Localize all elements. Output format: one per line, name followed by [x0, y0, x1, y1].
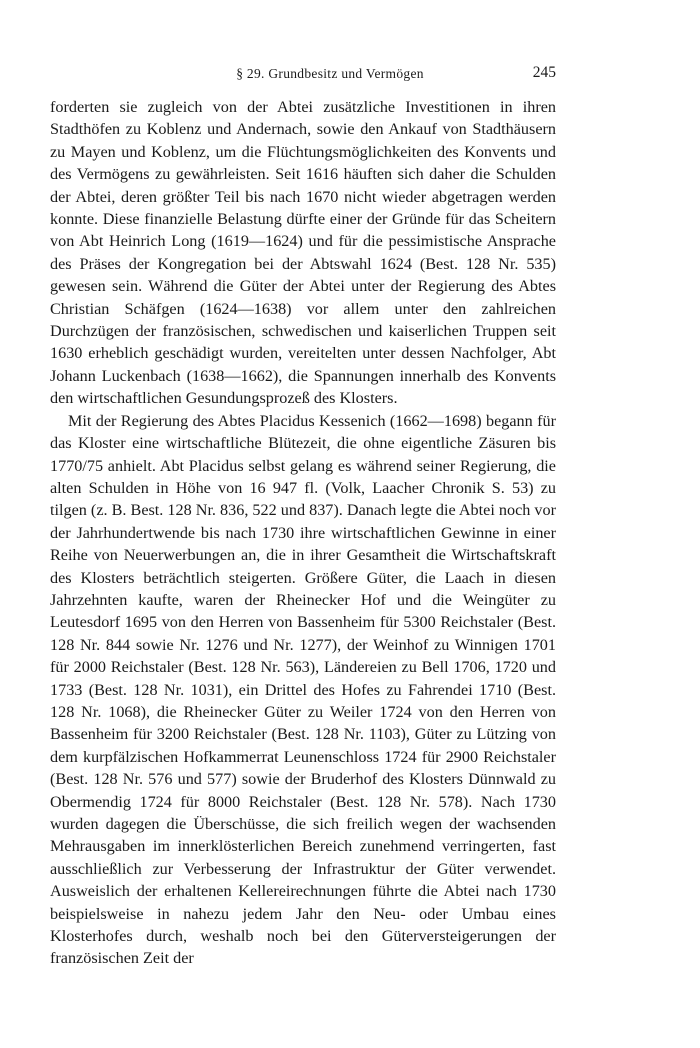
paragraph: forderten sie zugleich von der Abtei zusätzliche Investitionen in ihren Stadthöfen zu Koblenz und Andernach, sowie den Ankauf von Stadthäusern zu Mayen und Koblenz, um die Flüchtungsmöglichkeiten des Konvents und des Vermögens zu gewährleisten. Seit 1616 häuften sich daher die Schulden der Abtei, deren größter Teil bis nach 1670 nicht wieder abgetragen werden konnte. Diese finanzielle Belastung dürfte einer der Gründe für das Scheitern von Abt Heinrich Long (1619—1624) und für die pessimistische Ansprache des Präses der Kongregation bei der Abtswahl 1624 (Best. 128 Nr. 535) gewesen sein. Während die Güter der Abtei unter der Regierung des Abtes Christian Schäfgen (1624—1638) vor allem unter den zahlreichen Durchzügen der französischen, schwedischen und kaiserlichen Truppen seit 1630 erheblich geschädigt wurden, vereitelten unter dessen Nachfolger, Abt Johann Luckenbach (1638—1662), die Spannungen innerhalb des Konvents den wirtschaftlichen Gesundungsprozeß des Klosters. — [50, 98, 556, 408]
running-head: § 29. Grundbesitz und Vermögen — [236, 66, 424, 81]
page-number: 245 — [532, 64, 556, 81]
page-header — [104, 64, 556, 86]
paragraph: Mit der Regierung des Abtes Placidus Kessenich (1662—1698) begann für das Kloster eine wirtschaftliche Blütezeit, die ohne eigentliche Zäsuren bis 1770/75 anhielt. Abt Placidus selbst gelang es während seiner Regierung, die alten Schulden in Höhe von 16 947 fl. (Volk, Laacher Chronik S. 53) zu tilgen (z. B. Best. 128 Nr. 836, 522 und 837). Danach legte die Abtei noch vor der Jahrhundertwende bis nach 1730 ihre wirtschaftlichen Gewinne in einer Reihe von Neuerwerbungen an, die in ihrer Gesamtheit die Wirtschaftskraft des Klosters beträchtlich steigerten. Größere Güter, die Laach in diesen Jahrzehnten kaufte, waren der Rheinecker Hof und die Weingüter zu Leutesdorf 1695 von den Herren von Bassenheim für 5300 Reichstaler (Best. 128 Nr. 844 sowie Nr. 1276 und Nr. 1277), der Weinhof zu Winnigen 1701 für 2000 Reichstaler (Best. 128 Nr. 563), Ländereien zu Bell 1706, 1720 und 1733 (Best. 128 Nr. 1031), ein Drittel des Hofes zu Fahrendei 1710 (Best. 128 Nr. 1068), die Rheinecker Güter zu Weiler 1724 von den Herren von Bassenheim für 3200 Reichstaler (Best. 128 Nr. 1103), Güter zu Lützing von dem kurpfälzischen Hofkammerrat Leunenschloss 1724 für 2900 Reichstaler (Best. 128 Nr. 576 und 577) sowie der Bruderhof des Klosters Dünnwald zu Obermendig 1724 für 8000 Reichstaler (Best. 128 Nr. 578). Nach 1730 wurden dagegen die Überschüsse, die sich freilich wegen der wachsenden Mehrausgaben im innerklösterlichen Bereich zunehmend verringerten, fast ausschließlich zur Verbesserung der Infrastruktur der Güter verwendet. Ausweislich der erhaltenen Kellereirechnungen führte die Abtei nach 1730 beispielsweise in nahezu jedem Jahr den Neu- oder Umbau eines Klosterhofes durch, weshalb noch bei den Güterversteigerungen der französischen Zeit der — [50, 411, 556, 968]
body-text — [50, 96, 556, 970]
